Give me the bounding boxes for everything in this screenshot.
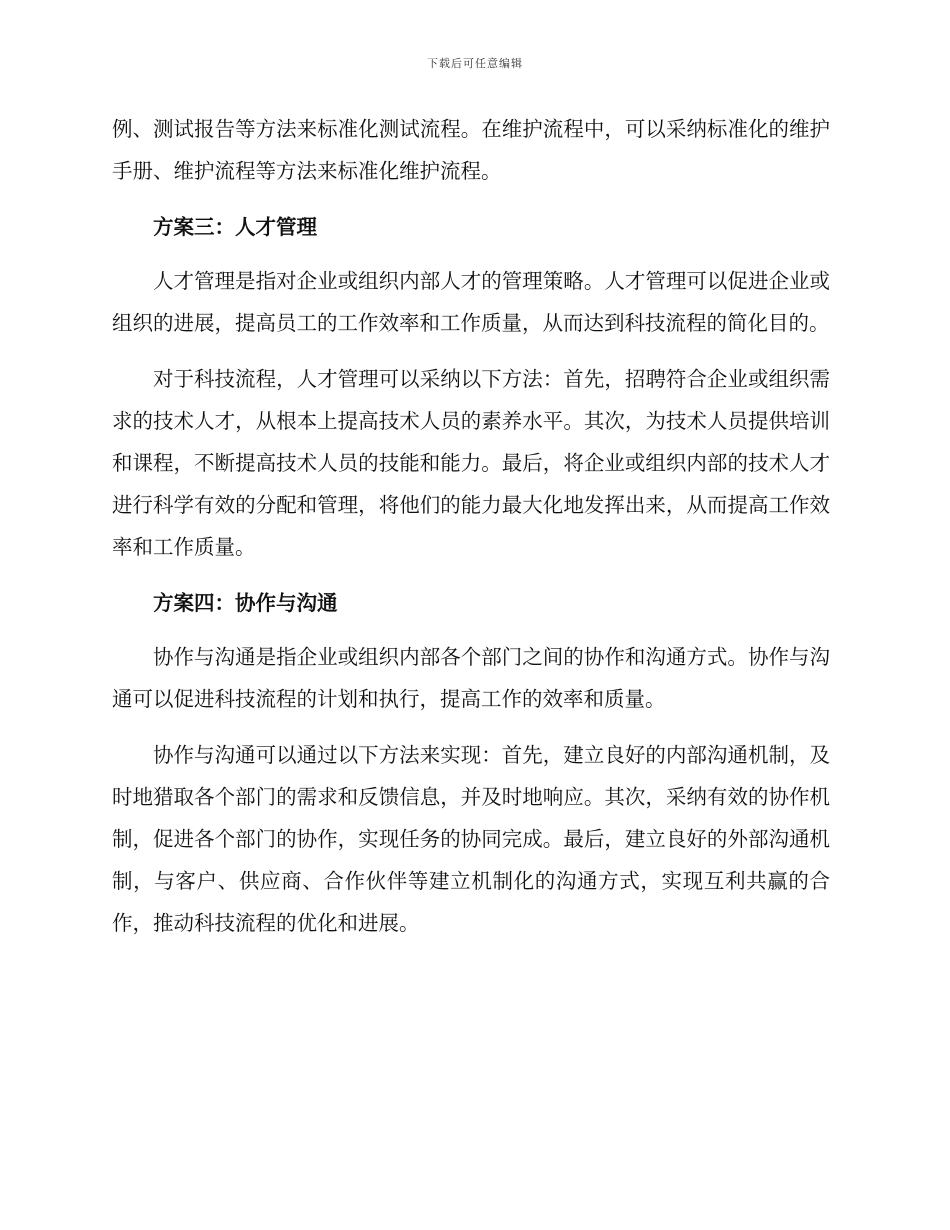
section-heading-collaboration: 方案四：协作与沟通: [153, 591, 338, 615]
collaboration-paragraph-2: 协作与沟通可以通过以下方法来实现：首先，建立良好的内部沟通机制，及时地猎取各个部门的需求和反馈信息，并及时地响应。其次，采纳有效的协作机制，促进各个部门的协作，实现任务的协同完成。最后，建立良好的外部沟通机制，与客户、供应商、合作伙伴等建立机制化的沟通方式，实现互利共赢的合作，推动科技流程的优化和进展。: [112, 743, 830, 935]
intro-paragraph: 例、测试报告等方法来标准化测试流程。在维护流程中，可以采纳标准化的维护手册、维护流程等方法来标准化维护流程。: [112, 117, 830, 183]
talent-paragraph-1: 人才管理是指对企业或组织内部人才的管理策略。人才管理可以促进企业或组织的进展，提高员工的工作效率和工作质量，从而达到科技流程的简化目的。: [112, 269, 830, 335]
talent-paragraph-2: 对于科技流程，人才管理可以采纳以下方法：首先，招聘符合企业或组织需求的技术人才，从根本上提高技术人员的素养水平。其次，为技术人员提供培训和课程，不断提高技术人员的技能和能力。最后，将企业或组织内部的技术人才进行科学有效的分配和管理，将他们的能力最大化地发挥出来，从而提高工作效率和工作质量。: [112, 367, 830, 559]
page-header: 下载后可任意编辑: [427, 57, 523, 70]
collaboration-paragraph-1: 协作与沟通是指企业或组织内部各个部门之间的协作和沟通方式。协作与沟通可以促进科技流程的计划和执行，提高工作的效率和质量。: [112, 645, 830, 711]
document-body: [112, 108, 830, 944]
section-heading-talent: 方案三：人才管理: [153, 215, 317, 239]
